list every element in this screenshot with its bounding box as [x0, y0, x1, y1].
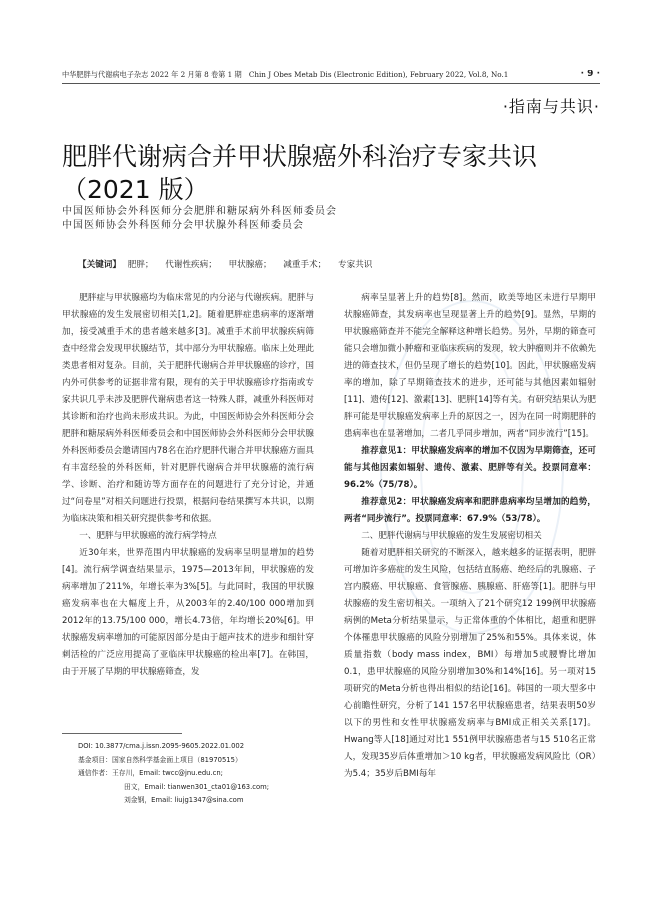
right-column [344, 290, 596, 783]
section-heading-2: 二、肥胖代谢病与甲状腺癌的发生发展密切相关 [361, 531, 542, 541]
header-rule [62, 83, 600, 84]
author-line-1: 中国医师协会外科医师分会肥胖和糖尿病外科医师委员会 [62, 206, 337, 217]
corresponding-author-3: 刘金钢，Email: liujg1347@sina.com [124, 796, 244, 804]
corresponding-author-1: 通信作者：王存川，Email: twcc@jnu.edu.cn; [78, 769, 223, 777]
keyword-item: 甲状腺癌； [228, 260, 272, 270]
corresponding-author-2: 田文，Email: tianwen301_cta01@163.com; [124, 782, 270, 791]
keyword-item: 减重手术； [283, 260, 327, 270]
keyword-item: 肥胖； [127, 260, 154, 270]
running-header-journal: 中华肥胖与代谢病电子杂志 2022 年 2 月第 8 卷第 1 期 Chin J Obes Metab Dis (Electronic Edition), February 2022, Vol.8, No.1 [62, 70, 509, 79]
keyword-item: 专家共识 [338, 260, 373, 270]
article-title-year: （2021 版） [62, 175, 209, 204]
obesity-paragraph: 随着对肥胖相关研究的不断深入，越来越多的证据表明，肥胖可增加许多癌症的发生风险，包括结直肠癌、绝经后的乳腺癌、子宫内膜癌、甲状腺癌、食管腺癌、胰腺癌、肝癌等[1]。肥胖与甲状腺癌的发生密切相关。一项纳入了21个研究12 199例甲状腺癌病例的Meta分析结果显示，与正常体重的个体相比，超重和肥胖个体罹患甲状腺癌的风险分别增加了25%和55%。具体来说，体质量指数（body mass index，BMI）每增加5或腰臀比增加0.1，患甲状腺癌的风险分别增加30%和14%[16]。另一项对15项研究的Meta分析也得出相似的结论[16]。韩国的一项大型多中心前瞻性研究，分析了141 157名甲状腺癌患者，结果表明50岁以下的男性和女性甲状腺癌发病率与BMI成正相关关系[17]。Hwang等人[18]通过对比1 551例甲状腺癌患者与15 510名正常人，发现35岁后体重增加＞10 kg者，甲状腺癌发病风险比（OR）为5.4；35岁后BMI每年 [344, 548, 596, 779]
article-title-main: 肥胖代谢病合并甲状腺癌外科治疗专家共识 [62, 142, 538, 171]
footnote-rule [62, 733, 182, 734]
doi: DOI: 10.3877/cma.j.issn.2095-9605.2022.01.002 [78, 742, 245, 750]
recommendation-1: 推荐意见1：甲状腺癌发病率的增加不仅因为早期筛查，还可能与其他因素如辐射、遗传、激素、肥胖等有关。投票同意率：96.2%（75/78）。 [344, 446, 596, 490]
fund-note: 基金项目：国家自然科学基金面上项目（81970515） [78, 755, 242, 764]
keywords [78, 258, 598, 270]
section-tag: ·指南与共识· [502, 97, 600, 116]
author-line-2: 中国医师协会外科医师分会甲状腺外科医师委员会 [62, 220, 304, 231]
section-heading-1: 一、肥胖与甲状腺癌的流行病学特点 [79, 531, 217, 541]
page-number: · 9 · [580, 70, 600, 79]
article-title [62, 140, 582, 206]
footnotes [78, 740, 338, 808]
keywords-label: 【关键词】 [78, 260, 121, 270]
running-header [62, 70, 600, 80]
epidemiology-paragraph-cont: 病率呈显著上升的趋势[8]。然而，欧美等地区未进行早期甲状腺癌筛查，其发病率也呈现显著上升的趋势[9]。显然，早期的甲状腺癌筛查并不能完全解释这种增长趋势。另外，早期的筛查可能只会增加微小肿瘤和亚临床疾病的发现，较大肿瘤则并不依赖先进的筛查技术，但仍呈现了增长的趋势[10]。因此，甲状腺癌发病率的增加，除了早期筛查技术的进步，还可能与其他因素如辐射[11]、遗传[12]、激素[13]、肥胖[14]等有关。有研究结果认为肥胖可能是甲状腺癌发病率上升的原因之一，因为在同一时期肥胖的患病率也在显著增加，二者几乎同步增加，两者“同步流行”[15]。 [344, 293, 596, 439]
author-affiliations [62, 205, 582, 233]
epidemiology-paragraph: 近30年来，世界范围内甲状腺癌的发病率呈明显增加的趋势[4]。流行病学调查结果显示，1975—2013年间，甲状腺癌的发病率增加了211%，年增长率为3%[5]。与此同时，我国的甲状腺癌发病率也在大幅度上升，从2003年的2.40/100 000增加到2012年的13.75/100 000，增长4.73倍，年均增长20%[6]。甲状腺癌发病率增加的可能原因部分是由于超声技术的进步和细针穿刺活检的广泛应用提高了亚临床甲状腺癌的检出率[7]。在韩国，由于开展了早期的甲状腺癌筛查，发 [62, 548, 314, 677]
recommendation-2: 推荐意见2：甲状腺癌发病率和肥胖患病率均呈增加的趋势，两者“同步流行”。投票同意率：67.9%（53/78）。 [344, 497, 596, 524]
left-column [62, 290, 314, 681]
keyword-item: 代谢性疾病； [165, 260, 217, 270]
intro-paragraph: 肥胖症与甲状腺癌均为临床常见的内分泌与代谢疾病。肥胖与甲状腺癌的发生发展密切相关[1,2]。随着肥胖症患病率的逐渐增加，接受减重手术的患者越来越多[3]。减重手术前甲状腺疾病筛查中经常会发现甲状腺结节，其中部分为甲状腺癌。临床上处理此类患者相对复杂。目前，关于肥胖代谢病合并甲状腺癌的诊疗，国内外可供参考的证据非常有限，现有的关于甲状腺癌诊疗指南或专家共识几乎未涉及肥胖代谢病患者这一特殊人群，减重外科医师对其诊断和治疗也尚未形成共识。为此，中国医师协会外科医师分会肥胖和糖尿病外科医师委员会和中国医师协会外科医师分会甲状腺外科医师委员会邀请国内78名在治疗肥胖代谢合并甲状腺癌方面具有丰富经验的外科医师，针对肥胖代谢病合并甲状腺癌的流行病学、诊断、治疗和随访等方面存在的问题进行了充分讨论，并通过“问卷星”对相关问题进行投票，根据问卷结果撰写本共识，以期为临床决策和相关研究提供参考和依据。 [62, 293, 314, 524]
